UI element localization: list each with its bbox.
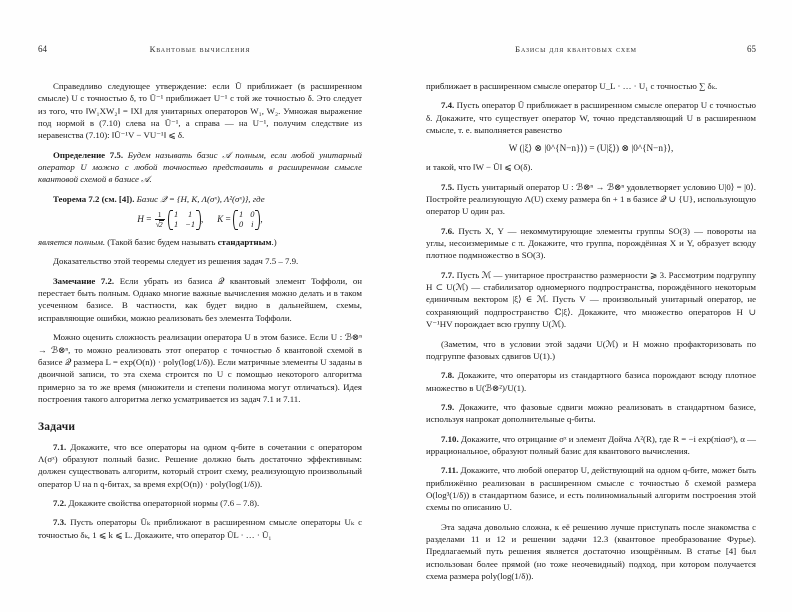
proof-note: Доказательство этой теоремы следует из решения задач 7.5 – 7.9. [53, 256, 299, 267]
problem-7-3-number: 7.3. [53, 517, 67, 528]
problem-7-8 [426, 369, 756, 394]
problem-7-11-after: Эта задача довольно сложна, к её решению лучше приступать после знакомства с разделами 11 и 12 и решении задачи 12.3 (квантовое преобразование Фурье). Предлагаемый путь решения является достаточно изощрённым. В статье [4] был использован более прямой (но тоже неочевидный) подход, при котором получается схема размера poly(log(1/δ)). [426, 521, 756, 581]
display-formula-W: W (|ξ⟩ ⊗ |0^{N−n}⟩) = (U|ξ⟩) ⊗ |0^{N−n}⟩, [508, 143, 674, 154]
problem-7-6 [426, 225, 756, 262]
problem-7-7-number: 7.7. [441, 269, 455, 280]
matrix-H-cell-10: 1 [173, 220, 179, 230]
formula-equals-1: = [146, 214, 152, 225]
problem-7-1-number: 7.1. [53, 441, 67, 452]
continuation-paragraph: приближает в расширенном смысле оператор U_L · … · U₁ с точностью ∑ δₖ. [426, 81, 718, 91]
problem-7-4-after: и такой, что ‖W − Ũ‖ ⩽ O(δ). [426, 162, 533, 173]
matrix-H-cell-01: 1 [188, 210, 193, 220]
remark-label: Замечание 7.2. [53, 275, 115, 286]
matrix-H-cell-00: 1 [173, 210, 179, 220]
matrix-K [234, 210, 259, 230]
matrix-K-cell-00: 1 [239, 210, 244, 220]
problem-7-6-text: Пусть X, Y — некоммутирующие элементы группы SO(3) — повороты на углы, несоизмеримые с π. Докажите, что группа, порождённая X и Y, образует всюду плотное подмножество в SO(3). [426, 225, 756, 261]
problem-7-8-number: 7.8. [441, 370, 455, 381]
matrix-H [169, 210, 200, 230]
right-page [396, 0, 792, 612]
complexity-paragraph: Можно оценить сложность реализации оператора U в этом базисе. Если U : ℬ⊗ⁿ → ℬ⊗ⁿ, то можно реализовать этот оператор с точностью δ квантовой схемой в базисе 𝒬 размера L = exp(O(n)) · poly(log(1/δ)). Если матричные элементы U заданы в двоичной записи, то эта схема строится по U с помощью некоторого алгоритма примерно за то же время (множители и степени полинома могут отличаться). Идея построения такого алгоритма легко усматривается из задач 7.1 и 7.11. [38, 332, 362, 404]
theorem-tail-bold: стандартным [217, 237, 272, 248]
definition-7-5 [38, 149, 362, 186]
problem-7-3 [38, 516, 362, 541]
theorem-tail-rest: (Такой базис будем называть [107, 237, 218, 248]
problem-7-2-text: Докажите свойства операторной нормы (7.6 – 7.8). [68, 497, 260, 508]
matrix-K-cell-10: 0 [239, 220, 244, 230]
problem-7-6-number: 7.6. [441, 225, 455, 236]
problems-section-heading: Задачи [38, 421, 76, 434]
problem-7-5 [426, 181, 756, 218]
problem-7-1 [38, 441, 362, 490]
right-running-head [426, 44, 756, 58]
formula-comma-1: , [201, 214, 204, 225]
fraction-denominator: √2 [155, 220, 163, 230]
paragraph-approximation-statement: Справедливо следующее утверждение: если Ũ приближает (в расширенном смысле) U с точностью δ, то Ũ⁻¹ приближает U⁻¹ с той же точностью δ. Это следует из того, что ‖W₁XW₂‖ = ‖X‖ для унитарных операторов W₁, W₂. Умножая выражение под нормой в (7.10) слева на Ũ⁻¹, а справа — на U⁻¹, получим следствие из неравенства (7.10): ‖Ũ⁻¹V − VU⁻¹‖ ⩽ δ. [38, 81, 362, 141]
definition-text: Будем называть базис 𝒜 полным, если любой унитарный оператор U можно с любой точностью представить в расширенном смысле квантовой схемой в базисе 𝒜. [38, 149, 362, 185]
problem-7-8-text: Докажите, что операторы из стандартного базиса порождают всюду плотное множество в U(ℬ⊗²)/U(1). [426, 370, 756, 393]
theorem-tail-end: .) [271, 237, 277, 248]
right-page-folio: 65 [747, 44, 756, 54]
matrix-K-cell-11: i [251, 220, 254, 230]
problem-7-10-text: Докажите, что отрицание σˣ и элемент Дойча Λ²(R), где R = −i exp(πiασˣ), α — иррациональное, образуют полный базис для квантового вычисления. [426, 433, 756, 456]
problem-7-4-text: Пусть оператор Ũ приближает в расширенном смысле оператор U с точностью δ. Докажите, что существует оператор W, точно представляющий U в расширенном смысле, т. е. выполняется равенство [426, 100, 756, 136]
formula-H-symbol: H [137, 214, 144, 225]
fraction-numerator: 1 [155, 211, 165, 220]
problem-7-11-text: Докажите, что любой оператор U, действующий на одном q-бите, может быть приближённо реализован в расширенном смысле с точностью δ схемой размера O(log³(1/δ)) в стандартном базисе, и есть полиномиальный алгоритм построения этой схемы по описанию U. [426, 465, 756, 513]
formula-K-symbol: K [217, 214, 224, 225]
problem-7-11-number: 7.11. [441, 465, 459, 476]
right-running-head-title: Базисы для квантовых схем [515, 44, 637, 54]
problem-7-9 [426, 401, 756, 426]
left-running-head-title: Квантовые вычисления [149, 44, 251, 54]
theorem-tail [38, 236, 362, 248]
problem-7-1-text: Докажите, что все операторы на одном q-бите в сочетании с оператором Λ(σˣ) образуют полный базис. Решение должно быть достаточно эффективным: должен существовать алгоритм, который строит схему, реализующую произвольный оператор U на n q-битах, за время exp(O(n)) · poly(log(1/δ)). [38, 441, 362, 489]
left-page-folio: 64 [38, 44, 47, 54]
problem-7-5-text: Пусть унитарный оператор U : ℬ⊗ⁿ → ℬ⊗ⁿ удовлетворяет условию U|0⟩ = |0⟩. Постройте реализующую Λ(U) схему размера 6n + 1 в базисе 𝒬 ∪ {U}, использующую оператор U один раз. [426, 181, 756, 217]
problem-7-7 [426, 269, 756, 331]
remark-text: Если убрать из базиса 𝒬 квантовый элемент Тоффоли, он перестает быть полным. Однако многие важные вычисления можно делать и в таком усеченном базисе. В частности, как будет видно в дальнейшем, схемы, исправляющие ошибки, можно реализовать без элемента Тоффоли. [38, 275, 362, 323]
formula-equals-2: = [225, 214, 231, 225]
theorem-7-2 [38, 193, 362, 205]
problem-7-9-number: 7.9. [441, 401, 455, 412]
problem-7-7-after: (Заметим, что в условии этой задачи U(ℳ) и H можно профакторизовать по подгруппе фазовых сдвигов U(1).) [426, 338, 756, 361]
problem-7-2 [38, 497, 362, 509]
matrix-K-cell-01: 0 [250, 210, 255, 220]
problem-7-10 [426, 433, 756, 458]
theorem-label: Теорема 7.2 (см. [4]). [53, 193, 135, 204]
formula-comma-2: , [260, 214, 263, 225]
theorem-text: Базис 𝒬 = {H, K, Λ(σˣ), Λ²(σˣ)}, где [136, 193, 265, 204]
problem-7-2-number: 7.2. [53, 497, 67, 508]
problem-7-5-number: 7.5. [441, 181, 455, 192]
remark-7-2 [38, 275, 362, 324]
problem-7-7-text: Пусть ℳ — унитарное пространство размерности ⩾ 3. Рассмотрим подгруппу H ⊂ U(ℳ) — стабилизатор одномерного подпространства, порождённого некоторым единичным вектором |ξ⟩ ∈ ℳ. Пусть V — произвольный унитарный оператор, не сохраняющий подпространство ℂ|ξ⟩. Докажите, что множество операторов H ∪ V⁻¹HV порождает всю группу U(ℳ). [426, 269, 756, 330]
left-running-head [38, 44, 362, 58]
sqrt-radicand: 2 [158, 220, 163, 230]
matrix-H-cell-11: −1 [185, 220, 196, 230]
problem-7-4 [426, 99, 756, 136]
problem-7-9-text: Докажите, что фазовые сдвиги можно реализовать в стандартном базисе, используя напрокат дополнительные q-биты. [426, 401, 756, 425]
display-formula-H-K [38, 210, 362, 230]
problem-7-3-text: Пусть операторы Ũₖ приближают в расширенном смысле операторы Uₖ с точностью δₖ, 1 ⩽ k ⩽ L. Докажите, что оператор ŨL · … · Ũ₁ [38, 517, 362, 540]
theorem-tail-italic: является полным. [38, 237, 106, 248]
formula-fraction-one-over-sqrt-two [155, 211, 165, 229]
problem-7-10-number: 7.10. [441, 433, 459, 444]
problem-7-4-number: 7.4. [441, 100, 455, 111]
definition-label: Определение 7.5. [53, 149, 124, 160]
problem-7-11 [426, 464, 756, 513]
